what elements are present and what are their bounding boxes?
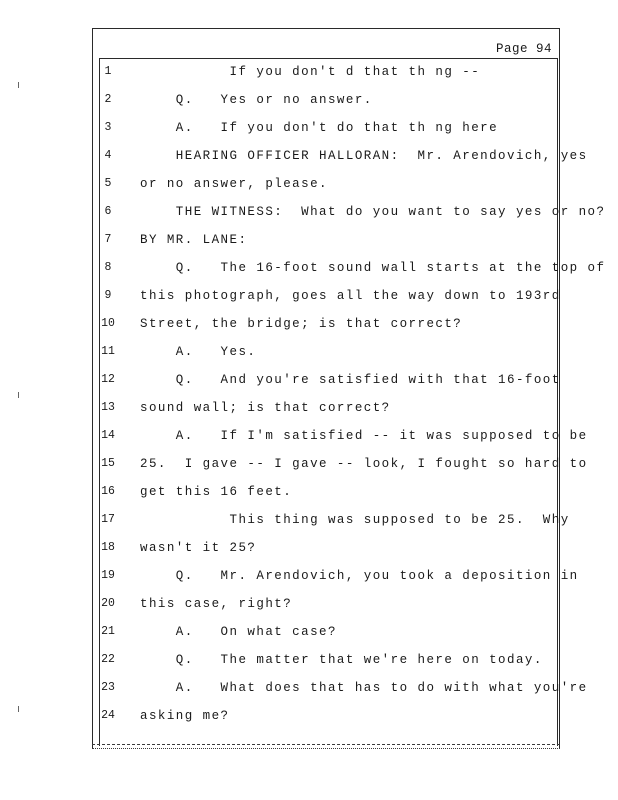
- transcript-page-frame: [92, 28, 560, 748]
- line-text: sound wall; is that correct?: [140, 401, 391, 415]
- line-number: 11: [101, 345, 115, 358]
- line-number: 4: [104, 149, 112, 162]
- line-text: A. If you don't do that th ng here: [140, 121, 499, 135]
- line-text: Q. The matter that we're here on today.: [140, 653, 543, 667]
- line-text: Q. And you're satisfied with that 16-foot: [140, 373, 561, 387]
- line-text: this photograph, goes all the way down to 193rd: [140, 289, 561, 303]
- line-number: 14: [101, 429, 115, 442]
- header-divider: [99, 58, 557, 59]
- line-text: 25. I gave -- I gave -- look, I fought so hard to: [140, 457, 588, 471]
- line-number: 22: [101, 653, 115, 666]
- line-number: 21: [101, 625, 115, 638]
- line-text: If you don't d that th ng --: [140, 65, 481, 79]
- margin-scan-mark: [18, 82, 22, 88]
- line-text: wasn't it 25?: [140, 541, 257, 555]
- line-text: Q. Mr. Arendovich, you took a deposition in: [140, 569, 579, 583]
- line-text: asking me?: [140, 709, 230, 723]
- line-number: 10: [101, 317, 115, 330]
- line-text: This thing was supposed to be 25. Why: [140, 513, 570, 527]
- footer-rule: [92, 744, 560, 749]
- line-text: Q. The 16-foot sound wall starts at the top of: [140, 261, 606, 275]
- line-number: 8: [104, 261, 112, 274]
- line-number: 20: [101, 597, 115, 610]
- line-text: A. If I'm satisfied -- it was supposed to be: [140, 429, 588, 443]
- line-number: 16: [101, 485, 115, 498]
- line-number: 9: [104, 289, 112, 302]
- line-text: HEARING OFFICER HALLORAN: Mr. Arendovich, yes: [140, 149, 588, 163]
- margin-scan-mark: [18, 706, 22, 712]
- line-number: 15: [101, 457, 115, 470]
- line-number: 24: [101, 709, 115, 722]
- line-number: 13: [101, 401, 115, 414]
- line-number: 6: [104, 205, 112, 218]
- line-number: 19: [101, 569, 115, 582]
- line-number: 7: [104, 233, 112, 246]
- line-number: 18: [101, 541, 115, 554]
- line-number: 5: [104, 177, 112, 190]
- line-text: get this 16 feet.: [140, 485, 293, 499]
- line-text: this case, right?: [140, 597, 293, 611]
- line-number: 17: [101, 513, 115, 526]
- line-text: Street, the bridge; is that correct?: [140, 317, 463, 331]
- line-number: 1: [104, 65, 112, 78]
- line-text: A. What does that has to do with what you're: [140, 681, 588, 695]
- margin-scan-mark: [18, 392, 22, 398]
- line-text: THE WITNESS: What do you want to say yes or no?: [140, 205, 606, 219]
- line-text: A. Yes.: [140, 345, 257, 359]
- page-number: Page 94: [495, 42, 552, 56]
- line-number: 2: [104, 93, 112, 106]
- line-text: Q. Yes or no answer.: [140, 93, 373, 107]
- line-number: 3: [104, 121, 112, 134]
- line-text: BY MR. LANE:: [140, 233, 248, 247]
- line-number: 12: [101, 373, 115, 386]
- line-number: 23: [101, 681, 115, 694]
- line-text: or no answer, please.: [140, 177, 328, 191]
- line-text: A. On what case?: [140, 625, 337, 639]
